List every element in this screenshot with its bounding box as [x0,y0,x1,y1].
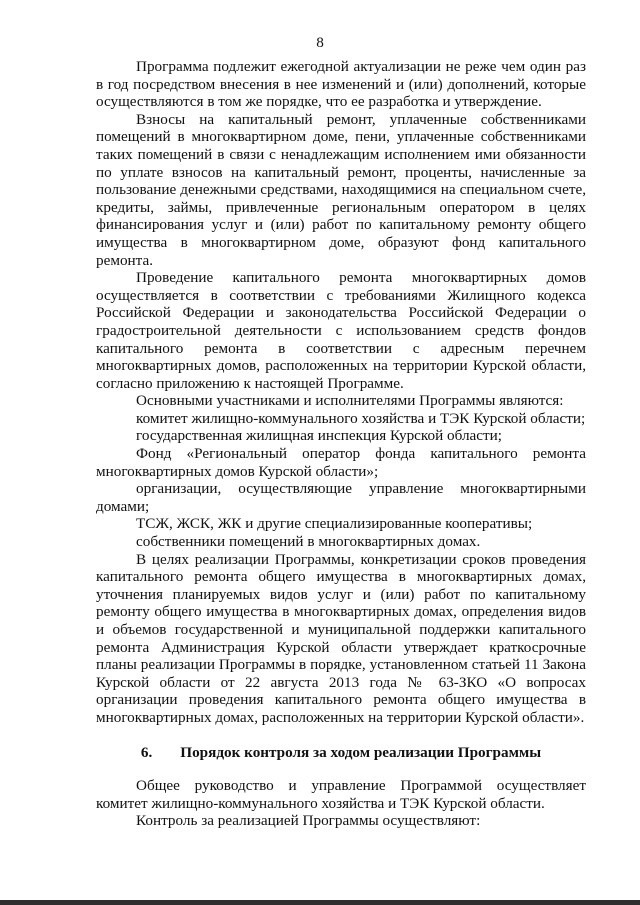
paragraph-general-management: Общее руководство и управление Программой осуществляет комитет жилищно-коммунального хозяйства и ТЭК Курской области. [96,777,586,812]
bottom-edge-line [0,900,640,905]
section-number: 6. [140,743,153,761]
body-text [96,58,586,830]
list-item-owners: собственники помещений в многоквартирных домах. [136,533,481,551]
list-item-management-orgs: организации, осуществляющие управление многоквартирными домами; [96,480,586,515]
section-heading [96,744,586,762]
paragraph-participants-intro: Основными участниками и исполнителями Программы являются: [136,392,564,410]
paragraph-repair-conduct: Проведение капитального ремонта многоквартирных домов осуществляется в соответствии с требованиями Жилищного кодекса Российской Федерации и законодательства Российской Федерации о градостроительной деятельности с использованием средств фондов капитального ремонта в соответствии с адресным перечнем многоквартирных домов, расположенных на территории Курской области, согласно приложению к настоящей Программе. [96,269,586,392]
paragraph-contributions: Взносы на капитальный ремонт, уплаченные собственниками помещений в многоквартирном доме, пени, уплаченные собственниками таких помещений в связи с ненадлежащим исполнением ими обязанности по уплате взносов на капитальный ремонт, проценты, начисленные за пользование денежными средствами, находящимися на специальном счете, кредиты, займы, привлеченные региональным оператором в целях финансирования услуг и (или) работ по капитальному ремонту общего имущества в многоквартирном доме, образуют фонд капитального ремонта. [96,110,586,269]
list-item-cooperatives: ТСЖ, ЖСК, ЖК и другие специализированные кооперативы; [136,515,533,533]
list-item-inspection: государственная жилищная инспекция Курской области; [136,427,503,445]
paragraph-actualization: Программа подлежит ежегодной актуализации не реже чем один раз в год посредством внесения в нее изменений и (или) дополнений, которые осуществляются в том же порядке, что ее разработка и утверждение. [96,58,586,111]
paragraph-control: Контроль за реализацией Программы осуществляют: [136,812,481,830]
section-title: Порядок контроля за ходом реализации Программы [180,743,542,761]
list-item-fund: Фонд «Региональный оператор фонда капитального ремонта многоквартирных домов Курской области»; [96,445,586,480]
paragraph-short-term-plans: В целях реализации Программы, конкретизации сроков проведения капитального ремонта общего имущества в многоквартирных домах, уточнения планируемых видов услуг и (или) работ по капитальному ремонту общего имущества в многоквартирных домах, определения видов и объемов государственной и муниципальной поддержки капитального ремонта Администрация Курской области утверждает краткосрочные планы реализации Программы в порядке, установленном статьей 11 Закона Курской области от 22 августа 2013 года № 63-ЗКО «О вопросах организации проведения капитального ремонта общего имущества в многоквартирных домах, расположенных на территории Курской области». [96,550,586,726]
page-number: 8 [316,34,324,51]
list-item-committee: комитет жилищно-коммунального хозяйства и ТЭК Курской области; [136,409,586,427]
